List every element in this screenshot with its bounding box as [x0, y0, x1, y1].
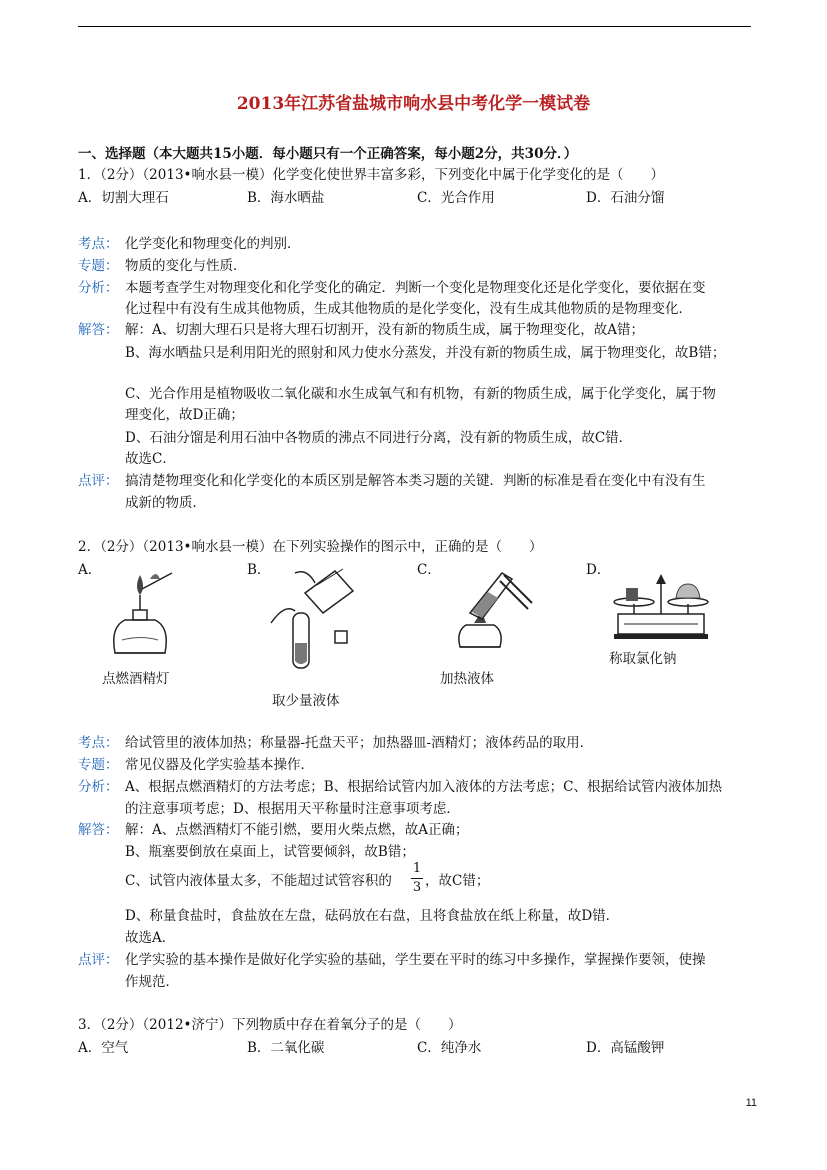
- q1-jieda-line: 解：A、切割大理石只是将大理石切割开，没有新的物质生成，属于物理变化，故A错；: [125, 322, 644, 338]
- q2-option-c: C．: [417, 562, 441, 578]
- q1-kaodian: 化学变化和物理变化的判别．: [125, 236, 301, 252]
- q2-stem: 2．（2分）（2013•响水县一模）在下列实验操作的图示中，正确的是（ ）: [78, 539, 543, 555]
- q1-dianping-line: 搞清楚物理变化和化学变化的本质区别是解答本类习题的关键．判断的标准是看在变化中有没有生: [125, 473, 706, 489]
- q2-zhuanti-label: 专题：: [78, 757, 119, 773]
- fraction-denominator: 3: [412, 880, 422, 895]
- q1-option-a: A．切割大理石: [78, 190, 169, 206]
- q3-option-c: C．纯净水: [417, 1040, 482, 1056]
- q2-fenxi-line: 的注意事项考虑；D、根据用天平称量时注意事项考虑．: [125, 801, 460, 817]
- q2-kaodian: 给试管里的液体加热；称量器-托盘天平；加热器皿-酒精灯；液体药品的取用．: [125, 735, 594, 751]
- q3-option-d: D．高锰酸钾: [586, 1040, 665, 1056]
- q2-jieda-line: D、称量食盐时，食盐放在左盘，砝码放在右盘，且将食盐放在纸上称量，故D错．: [125, 908, 620, 924]
- alcohol-lamp-lighting-figure: [100, 565, 180, 660]
- q1-option-c: C．光合作用: [417, 190, 495, 206]
- q2-jieda-line: 解：A、点燃酒精灯不能引燃，要用火柴点燃，故A正确；: [125, 822, 469, 838]
- heating-liquid-figure: [440, 565, 540, 660]
- q1-fenxi-label: 分析：: [78, 280, 119, 296]
- q1-jieda-label: 解答：: [78, 322, 119, 338]
- caption-b: 取少量液体: [272, 693, 340, 709]
- q2-jieda-line: ，故C错；: [425, 873, 490, 889]
- balance-figure: [606, 562, 716, 642]
- q2-jieda-line: 故选A．: [125, 930, 176, 946]
- q2-option-b: B．: [247, 562, 271, 578]
- q1-dianping-line: 成新的物质．: [125, 495, 206, 511]
- section-heading: 一、选择题（本大题共15小题．每小题只有一个正确答案，每小题2分，共30分．）: [78, 146, 578, 162]
- q1-fenxi-line: 本题考查学生对物理变化和化学变化的确定．判断一个变化是物理变化还是化学变化，要依据在变: [125, 280, 706, 296]
- q2-jieda-line: C、试管内液体量太多，不能超过试管容积的: [125, 873, 392, 889]
- q1-jieda-line: 理变化，故D正确；: [125, 407, 244, 423]
- q1-jieda-line: C、光合作用是植物吸收二氧化碳和水生成氧气和有机物，有新的物质生成，属于化学变化，属于物: [125, 386, 716, 402]
- q1-option-d: D．石油分馏: [586, 190, 665, 206]
- page-number: 11: [745, 1097, 757, 1109]
- q2-dianping-line: 化学实验的基本操作是做好化学实验的基础，学生要在平时的练习中多操作，掌握操作要领，使操: [125, 952, 706, 968]
- q2-fenxi-line: A、根据点燃酒精灯的方法考虑；B、根据给试管内加入液体的方法考虑；C、根据给试管内液体加热: [125, 779, 722, 795]
- q2-jieda-line: B、瓶塞要倒放在桌面上，试管要倾斜，故B错；: [125, 844, 415, 860]
- q1-zhuanti-label: 专题：: [78, 258, 119, 274]
- q3-stem: 3．（2分）（2012•济宁）下列物质中存在着氧分子的是（ ）: [78, 1017, 462, 1033]
- q1-zhuanti: 物质的变化与性质．: [125, 258, 247, 274]
- caption-c: 加热液体: [440, 671, 494, 687]
- fraction-bar: [411, 878, 423, 879]
- q1-kaodian-label: 考点：: [78, 236, 119, 252]
- q2-dianping-line: 作规范．: [125, 974, 179, 990]
- q2-dianping-label: 点评：: [78, 952, 119, 968]
- q2-kaodian-label: 考点：: [78, 735, 119, 751]
- q2-jieda-label: 解答：: [78, 822, 119, 838]
- page-title: 2013年江苏省盐城市响水县中考化学一模试卷: [236, 94, 591, 114]
- q1-stem: 1．（2分）（2013•响水县一模）化学变化使世界丰富多彩，下列变化中属于化学变化的是（ ）: [78, 167, 664, 183]
- q2-zhuanti: 常见仪器及化学实验基本操作．: [125, 757, 314, 773]
- q1-dianping-label: 点评：: [78, 473, 119, 489]
- q1-option-b: B．海水晒盐: [247, 190, 325, 206]
- q3-option-a: A．空气: [78, 1040, 129, 1056]
- caption-a: 点燃酒精灯: [102, 671, 170, 687]
- q2-option-a: A．: [78, 562, 102, 578]
- q2-option-d: D．: [586, 562, 611, 578]
- q1-jieda-line: 故选C．: [125, 451, 176, 467]
- pouring-liquid-figure: [265, 563, 365, 678]
- caption-d: 称取氯化钠: [609, 651, 677, 667]
- q1-fenxi-line: 化过程中有没有生成其他物质，生成其他物质的是化学变化，没有生成其他物质的是物理变化．: [125, 301, 692, 317]
- q2-fenxi-label: 分析：: [78, 779, 119, 795]
- fraction-numerator: 1: [412, 861, 422, 876]
- q3-option-b: B．二氧化碳: [247, 1040, 325, 1056]
- header-rule: [78, 26, 751, 27]
- q1-jieda-line: D、石油分馏是利用石油中各物质的沸点不同进行分离，没有新的物质生成，故C错．: [125, 430, 633, 446]
- q1-jieda-line: B、海水晒盐只是利用阳光的照射和风力使水分蒸发，并没有新的物质生成，属于物理变化，故B错；: [125, 345, 726, 361]
